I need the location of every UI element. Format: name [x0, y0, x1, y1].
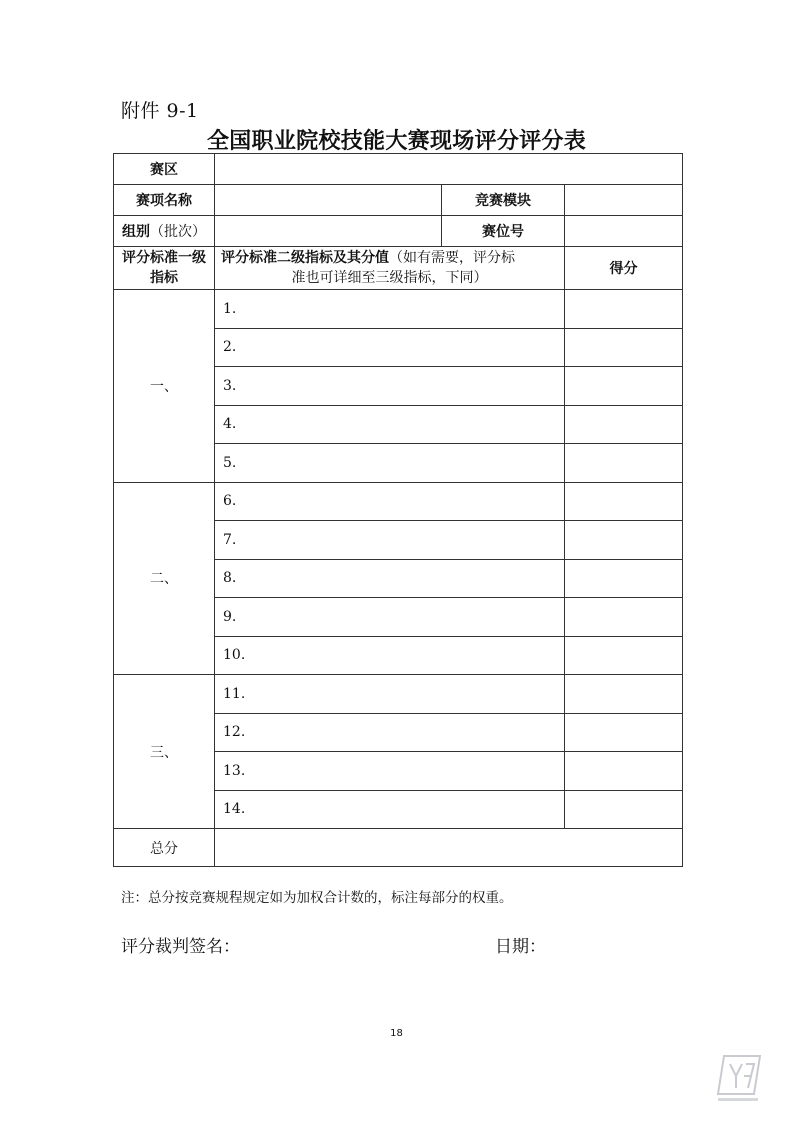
region-value-field[interactable] [215, 154, 683, 185]
score-cell[interactable] [565, 521, 683, 560]
footnote: 注：总分按竞赛规程规定如为加权合计数的，标注每部分的权重。 [121, 890, 513, 906]
region-row [114, 154, 683, 185]
category-label: 一、 [114, 290, 215, 483]
group-label-main: 组别 [122, 224, 150, 240]
score-cell[interactable] [565, 636, 683, 675]
score-cell[interactable] [565, 559, 683, 598]
criteria-item[interactable]: 10. [215, 636, 565, 675]
criteria-item[interactable]: 12. [215, 713, 565, 752]
level2-header-paren-2: 准也可详细至三级指标，下同） [291, 270, 488, 286]
score-cell[interactable] [565, 405, 683, 444]
criteria-item[interactable]: 9. [215, 598, 565, 637]
group-field[interactable] [215, 216, 442, 247]
event-row [114, 185, 683, 216]
category-label: 二、 [114, 482, 215, 675]
score-cell[interactable] [565, 290, 683, 329]
group-label [114, 216, 215, 247]
score-cell[interactable] [565, 713, 683, 752]
category-label: 三、 [114, 675, 215, 829]
seat-field[interactable] [565, 216, 683, 247]
criteria-item[interactable]: 6. [215, 482, 565, 521]
signature-label: 评分裁判签名： [121, 937, 240, 957]
score-cell[interactable] [565, 752, 683, 791]
score-cell[interactable] [565, 444, 683, 483]
total-row [114, 829, 683, 867]
criteria-row [114, 482, 683, 521]
score-cell[interactable] [565, 790, 683, 829]
score-cell[interactable] [565, 367, 683, 406]
module-field[interactable] [565, 185, 683, 216]
level2-header-main: 评分标准二级指标及其分值 [221, 250, 389, 266]
total-label: 总分 [114, 829, 215, 867]
score-header: 得分 [565, 247, 683, 290]
criteria-item[interactable]: 13. [215, 752, 565, 791]
company-logo-icon [712, 1050, 766, 1108]
module-label: 竞赛模块 [442, 185, 565, 216]
criteria-item[interactable]: 11. [215, 675, 565, 714]
level2-header-paren-1: （如有需要，评分标 [389, 250, 515, 266]
criteria-item[interactable]: 1. [215, 290, 565, 329]
group-label-paren: （批次） [150, 224, 206, 240]
event-name-field[interactable] [215, 185, 442, 216]
page-title: 全国职业院校技能大赛现场评分评分表 [206, 129, 587, 154]
criteria-row [114, 290, 683, 329]
criteria-item[interactable]: 7. [215, 521, 565, 560]
criteria-item[interactable]: 5. [215, 444, 565, 483]
criteria-item[interactable]: 4. [215, 405, 565, 444]
seat-label: 赛位号 [442, 216, 565, 247]
score-table [113, 153, 683, 867]
attachment-label: 附件 9-1 [121, 100, 199, 122]
criteria-row [114, 675, 683, 714]
criteria-item[interactable]: 8. [215, 559, 565, 598]
event-name-label: 赛项名称 [114, 185, 215, 216]
score-cell[interactable] [565, 482, 683, 521]
score-cell[interactable] [565, 598, 683, 637]
criteria-item[interactable]: 2. [215, 328, 565, 367]
level2-header [215, 247, 565, 290]
criteria-item[interactable]: 14. [215, 790, 565, 829]
region-label: 赛区 [114, 154, 215, 185]
level1-header [114, 247, 215, 290]
score-cell[interactable] [565, 328, 683, 367]
level1-header-text: 评分标准一级指标 [122, 250, 206, 286]
date-label: 日期： [495, 937, 546, 957]
page-number: 18 [390, 1028, 403, 1039]
group-row [114, 216, 683, 247]
header-row [114, 247, 683, 290]
criteria-item[interactable]: 3. [215, 367, 565, 406]
total-field[interactable] [215, 829, 683, 867]
score-cell[interactable] [565, 675, 683, 714]
